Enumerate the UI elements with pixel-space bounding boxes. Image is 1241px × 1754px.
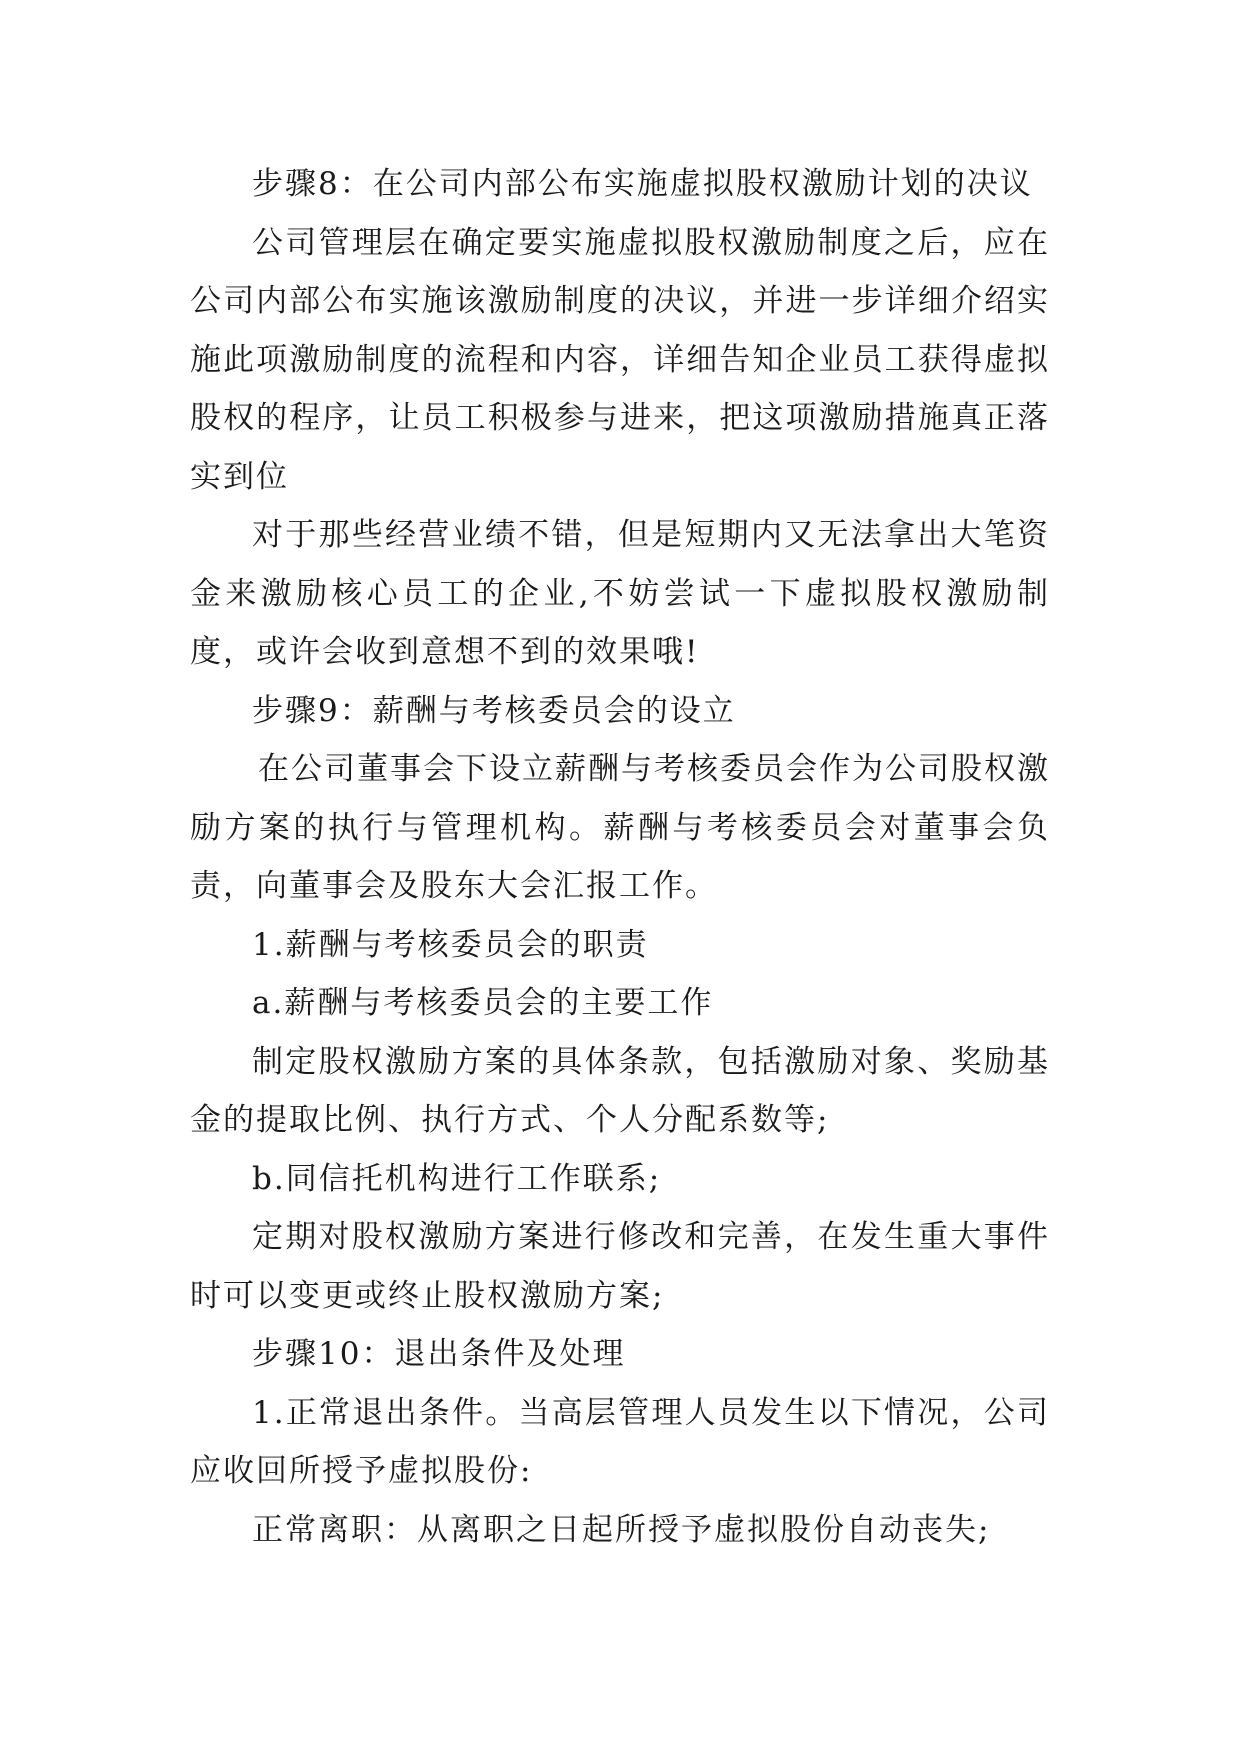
- list-item: 1.薪酬与考核委员会的职责: [252, 926, 649, 963]
- paragraph: 定期对股权激励方案进行修改和完善，在发生重大事件时可以变更或终止股权激励方案;: [190, 1219, 1050, 1314]
- step-10-heading: 步骤10：退出条件及处理: [252, 1336, 626, 1372]
- step-8-heading: 步骤8：在公司内部公布实施虚拟股权激励计划的决议: [252, 166, 1033, 202]
- document-body: [190, 155, 1050, 1559]
- paragraph: 制定股权激励方案的具体条款，包括激励对象、奖励基金的提取比例、执行方式、个人分配系数等;: [190, 1043, 1050, 1138]
- list-item: b.同信托机构进行工作联系;: [252, 1160, 662, 1197]
- paragraph: 对于那些经营业绩不错，但是短期内又无法拿出大笔资金来激励核心员工的企业,不妨尝试一下虚拟股权激励制度，或许会收到意想不到的效果哦!: [190, 517, 1050, 670]
- paragraph: 在公司董事会下设立薪酬与考核委员会作为公司股权激励方案的执行与管理机构。薪酬与考核委员会对董事会负责，向董事会及股东大会汇报工作。: [190, 751, 1050, 904]
- paragraph: 正常离职：从离职之日起所授予虚拟股份自动丧失;: [252, 1511, 991, 1548]
- paragraph: 公司管理层在确定要实施虚拟股权激励制度之后，应在公司内部公布实施该激励制度的决议，并进一步详细介绍实施此项激励制度的流程和内容，详细告知企业员工获得虚拟股权的程序，让员工积极参与进来，把这项激励措施真正落实到位: [190, 224, 1050, 495]
- list-item: a.薪酬与考核委员会的主要工作: [252, 985, 714, 1021]
- list-item: 1.正常退出条件。当高层管理人员发生以下情况，公司应收回所授予虚拟股份:: [190, 1394, 1050, 1489]
- step-9-heading: 步骤9：薪酬与考核委员会的设立: [252, 692, 736, 729]
